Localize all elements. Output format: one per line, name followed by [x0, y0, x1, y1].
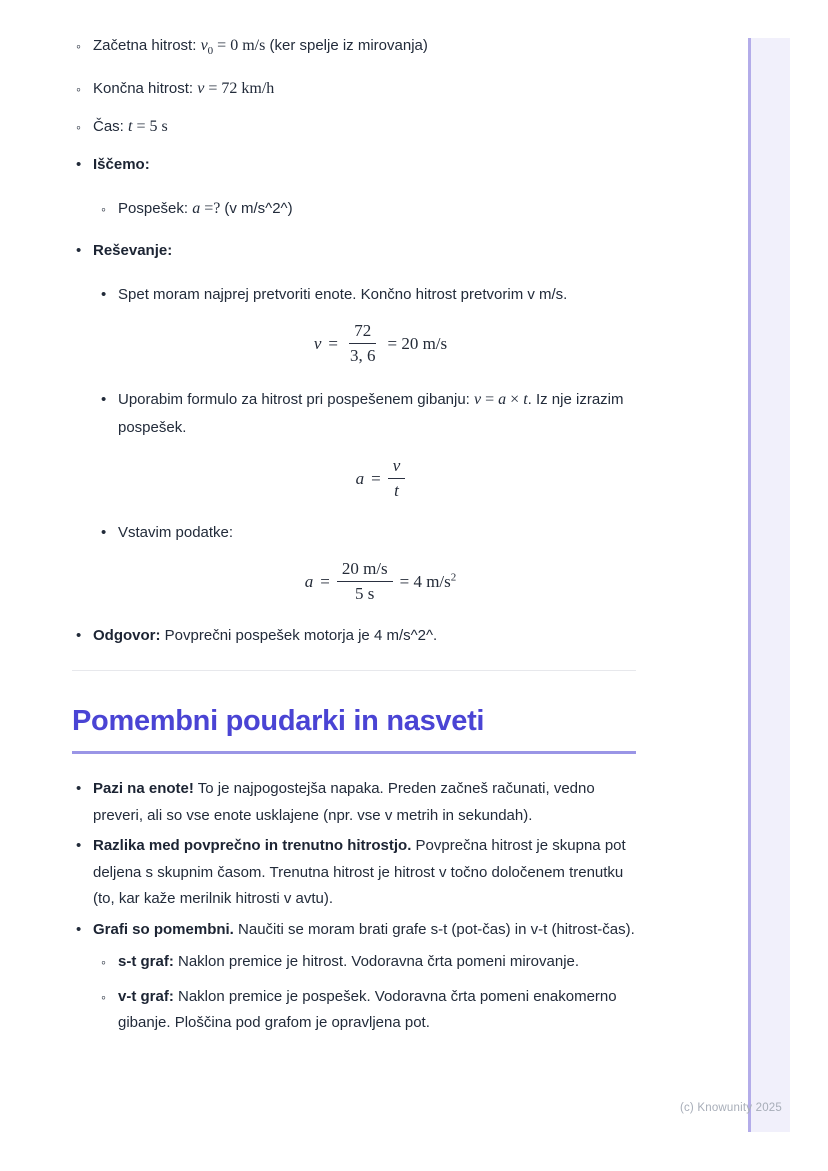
tips-list — [72, 776, 636, 1037]
math-fraction — [388, 456, 406, 501]
list-item-text: Spet moram najprej pretvoriti enote. Končno hitrost pretvorim v m/s. — [118, 286, 568, 303]
list-item-text: Čas: t = 5 s — [93, 118, 168, 135]
list-item-text: Reševanje: — [93, 242, 173, 259]
list-item-uporabim-formulo — [97, 386, 636, 442]
bullet-circle-icon — [101, 984, 106, 1012]
bullet-disc-icon — [76, 153, 81, 177]
list-item-pretvorba — [97, 283, 636, 307]
bullet-disc-icon — [76, 239, 81, 263]
list-item-text: Odgovor: Povprečni pospešek motorja je 4 m/s^2^. — [93, 627, 438, 644]
list-item-text: Začetna hitrost: $v_0 = 0$ m/s (ker spelje iz mirovanja) — [93, 37, 428, 57]
given-values-list — [72, 34, 636, 139]
bullet-disc-icon — [101, 386, 106, 414]
formula-acceleration-definition — [125, 456, 636, 501]
page-edge-accent-panel — [751, 38, 790, 1132]
math-variable: a — [355, 468, 365, 488]
math-equals: = — [320, 571, 330, 591]
grafi-sublist — [97, 949, 636, 1037]
list-item-zacetna-hitrost — [72, 34, 636, 63]
list-item-pazi-na-enote — [72, 776, 636, 829]
math-equals: = — [328, 333, 338, 353]
list-item-cas — [72, 115, 636, 139]
list-item-text: Iščemo: — [93, 156, 150, 173]
resevanje-sublist — [97, 283, 636, 604]
list-item-resevanje — [72, 239, 636, 263]
list-item-text: s-t graf: Naklon premice je hitrost. Vodoravna črta pomeni mirovanje. — [118, 953, 580, 970]
solution-list — [72, 153, 636, 648]
math-fraction — [337, 559, 393, 604]
list-item-razlika-hitrosti — [72, 833, 636, 913]
list-item-text: Pazi na enote! To je najpogostejša napaka. Preden začneš računati, vedno preveri, ali so vse enote usklajene (npr. vse v metrih in sekundah). — [93, 780, 595, 824]
fraction-denominator: 5 s — [355, 584, 375, 603]
list-item-vstavim-podatke — [97, 521, 636, 545]
list-item-text: Končna hitrost: v = 72 km/h — [93, 80, 275, 97]
fraction-denominator: t — [394, 481, 399, 500]
list-item-text: Razlika med povprečno in trenutno hitrostjo. Povprečna hitrost je skupna pot deljena s skupnim časom. Trenutna hitrost je hitrost v točno določenem trenutku (to, kar kaže merilnik hitrosti v avtu). — [93, 837, 626, 907]
bullet-disc-icon — [101, 283, 106, 307]
math-fraction — [345, 321, 381, 366]
list-item-st-graf — [97, 949, 636, 976]
formula-result — [125, 559, 636, 604]
bullet-disc-icon — [76, 833, 81, 860]
list-item-pospesek — [97, 197, 636, 221]
list-item-text: Pospešek: a =? (v m/s^2^) — [118, 200, 293, 217]
bullet-circle-icon — [76, 77, 81, 102]
math-equals: = — [371, 468, 381, 488]
list-item-vt-graf — [97, 984, 636, 1037]
bullet-circle-icon — [101, 949, 106, 977]
bullet-circle-icon — [101, 197, 106, 222]
notes-content — [72, 30, 636, 1045]
bullet-circle-icon — [76, 34, 81, 59]
math-result: = 20 m/s — [387, 333, 448, 353]
bullet-disc-icon — [101, 521, 106, 545]
iscemo-sublist — [97, 197, 636, 221]
list-item-text: v-t graf: Naklon premice je pospešek. Vodoravna črta pomeni enakomerno gibanje. Ploščina pod grafom je opravljena pot. — [118, 987, 617, 1031]
bullet-disc-icon — [76, 776, 81, 803]
bullet-circle-icon — [76, 115, 81, 140]
list-item-iscemo — [72, 153, 636, 177]
list-item-grafi — [72, 917, 636, 944]
list-item-odgovor — [72, 624, 636, 648]
fraction-numerator: 72 — [349, 321, 376, 344]
bullet-disc-icon — [76, 624, 81, 648]
math-result: = 4 $m/s^2$ — [399, 570, 457, 591]
formula-velocity-conversion — [125, 321, 636, 366]
fraction-numerator: v — [388, 456, 406, 479]
fraction-denominator: 3, 6 — [349, 346, 376, 365]
math-superscript: 2 — [450, 570, 457, 583]
bullet-disc-icon — [76, 917, 81, 944]
list-item-text: Vstavim podatke: — [118, 524, 234, 541]
list-item-text: Grafi so pomembni. Naučiti se moram brati grafe s-t (pot-čas) in v-t (hitrost-čas). — [93, 920, 635, 938]
list-item-text: Uporabim formulo za hitrost pri pospešenem gibanju: v = a × t. Iz nje izrazim pospešek. — [118, 391, 624, 436]
math-variable: v — [313, 333, 322, 353]
section-heading: Pomembni poudarki in nasveti — [72, 703, 636, 754]
copyright-footer: (c) Knowunity 2025 — [679, 1102, 782, 1114]
section-divider — [72, 670, 636, 671]
math-variable: a — [304, 571, 314, 591]
fraction-numerator: 20 m/s — [337, 559, 393, 582]
list-item-koncna-hitrost — [72, 77, 636, 101]
